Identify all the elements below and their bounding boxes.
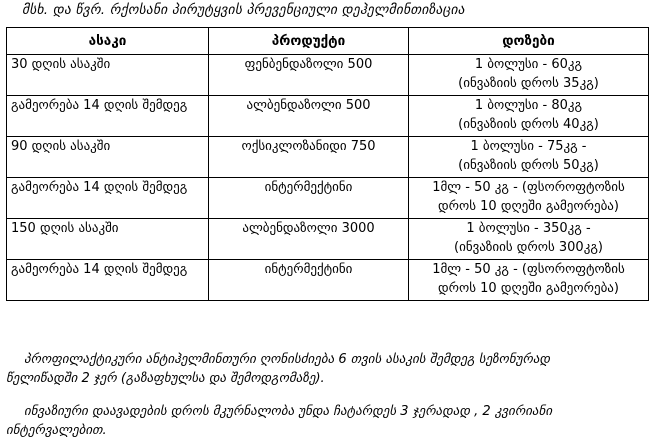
dose-line: 1მლ - 50 კგ - (ფსოროფტოზის <box>432 262 625 277</box>
dose-cell <box>409 260 649 301</box>
age-cell: გამეორება 14 დღის შემდეგ <box>7 96 209 137</box>
dose-line: 1მლ - 50 კგ - (ფსოროფტოზის <box>432 180 625 195</box>
product-cell: ოქსიკლოზანიდი 750 <box>209 137 409 178</box>
note-line: ინტერვალებით. <box>6 423 107 438</box>
column-header-product: პროდუქტი <box>209 28 409 55</box>
dose-cell <box>409 137 649 178</box>
table-row <box>7 55 649 96</box>
table-row <box>7 219 649 260</box>
note-line: წელიწადში 2 ჯერ (გაზაფხულსა და შემოდგომაზე). <box>6 371 325 386</box>
note-line: პროფილაქტიკური ანტიჰელმინთური ღონისძიება 6 თვის ასაკის შემდეგ სეზონურად <box>24 352 551 367</box>
dose-line: დროს 10 დღეში გამეორება) <box>438 281 619 296</box>
dose-line: 1 ბოლუსი - 75კგ - <box>470 139 587 154</box>
column-header-age: ასაკი <box>7 28 209 55</box>
dose-line: 1 ბოლუსი - 60კგ <box>474 57 583 72</box>
table-row <box>7 137 649 178</box>
product-cell: ინტერმექტინი <box>209 178 409 219</box>
product-cell: ფენბენდაზოლი 500 <box>209 55 409 96</box>
dose-cell <box>409 178 649 219</box>
product-cell: ალბენდაზოლი 500 <box>209 96 409 137</box>
age-cell: 150 დღის ასაკში <box>7 219 209 260</box>
age-cell: გამეორება 14 დღის შემდეგ <box>7 260 209 301</box>
dose-line: (ინვაზიის დროს 300კგ) <box>454 240 603 255</box>
table-header-row <box>7 28 649 55</box>
dose-line: 1 ბოლუსი - 80კგ <box>474 98 583 113</box>
table-row <box>7 260 649 301</box>
dose-cell <box>409 55 649 96</box>
table-row <box>7 178 649 219</box>
dose-line: დროს 10 დღეში გამეორება) <box>438 199 619 214</box>
product-cell: ინტერმექტინი <box>209 260 409 301</box>
dosage-table <box>6 27 649 301</box>
note-line: ინვაზიური დაავადების დროს მკურნალობა უნდა ჩატარდეს 3 ჯერადად , 2 კვირიანი <box>24 404 553 419</box>
column-header-doses: დოზები <box>409 28 649 55</box>
page-title: მსხ. და წვრ. რქოსანი პირუტყვის პრევენციული დეჰელმინთიზაცია <box>22 2 465 18</box>
treatment-note <box>6 402 651 440</box>
dose-line: (ინვაზიის დროს 35კგ) <box>458 76 599 91</box>
dose-line: (ინვაზიის დროს 40კგ) <box>458 117 599 132</box>
dose-line: 1 ბოლუსი - 350კგ - <box>466 221 591 236</box>
dose-cell <box>409 96 649 137</box>
dose-cell <box>409 219 649 260</box>
table-row <box>7 96 649 137</box>
dose-line: (ინვაზიის დროს 50კგ) <box>458 158 599 173</box>
prophylaxis-note <box>6 350 651 388</box>
product-cell: ალბენდაზოლი 3000 <box>209 219 409 260</box>
age-cell: 30 დღის ასაკში <box>7 55 209 96</box>
age-cell: 90 დღის ასაკში <box>7 137 209 178</box>
age-cell: გამეორება 14 დღის შემდეგ <box>7 178 209 219</box>
